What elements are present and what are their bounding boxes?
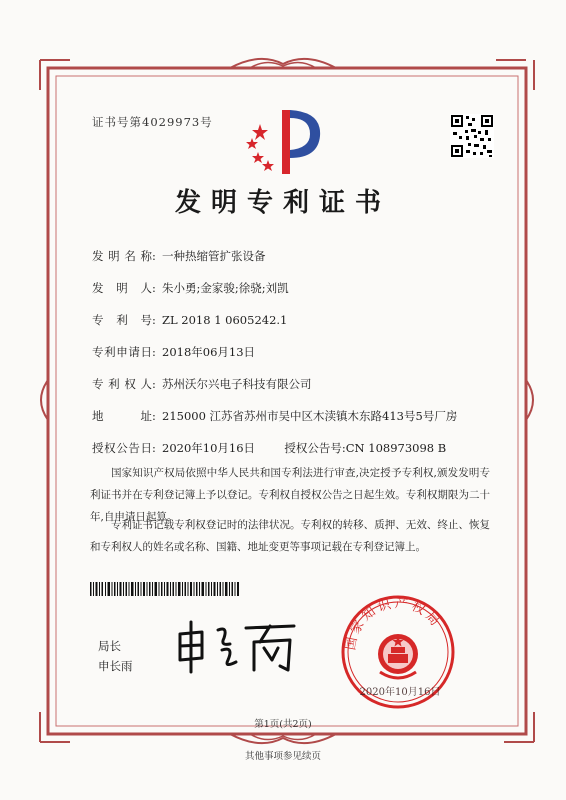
director-signature [172,616,302,676]
address-row: 地址: 215000 江苏省苏州市吴中区木渎镇木东路413号5号厂房 [92,409,458,423]
invention-name-label: 发明名称 [92,249,152,263]
grant-row: 授权公告日: 2020年10月16日 授权公告号:CN 108973098 B [92,441,447,455]
filing-date-row: 专利申请日: 2018年06月13日 [92,345,256,359]
director-title: 局长 [98,639,121,653]
patent-number-value: ZL 2018 1 0605242.1 [162,313,288,327]
grant-statement-paragraph: 国家知识产权局依照中华人民共和国专利法进行审查,决定授予专利权,颁发发明专利证书并在专利登记簿上予以登记。专利权自授权公告之日起生效。专利权期限为二十年,自申请日起算。 [90,467,490,523]
patent-number-row: 专利号: ZL 2018 1 0605242.1 [92,313,288,327]
page-number: 第1页(共2页) [254,719,312,730]
patentee-label: 专利权人 [92,377,152,391]
address-value: 215000 江苏省苏州市吴中区木渎镇木东路413号5号厂房 [162,409,458,423]
filing-date-label: 专利申请日 [92,345,152,359]
inventors-row: 发明人: 朱小勇;金家骏;徐骁;刘凯 [92,281,289,295]
inventors-value: 朱小勇;金家骏;徐骁;刘凯 [162,281,289,295]
inventors-label: 发明人 [92,281,152,295]
barcode-icon [90,582,240,596]
director-name: 申长雨 [98,659,133,673]
grant-date-value: 2020年10月16日 [162,441,256,455]
certificate-number: 证书号第4029973号 [92,115,213,129]
address-label: 地址 [92,409,152,423]
grant-number-value: CN 108973098 B [345,441,447,455]
patentee-row: 专利权人: 苏州沃尔兴电子科技有限公司 [92,377,312,391]
svg-text:国家知识产权局: 国家知识产权局 [343,596,444,652]
invention-name-value: 一种热缩管扩张设备 [162,249,266,263]
patent-emblem-icon [238,104,330,178]
legal-status-paragraph: 专利证书记载专利权登记时的法律状况。专利权的转移、质押、无效、终止、恢复和专利权人的姓名或名称、国籍、地址变更等事项记载在专利登记簿上。 [90,519,490,553]
qr-code-icon [450,114,494,158]
seal-date: 2020年10月16日 [359,687,441,698]
filing-date-value: 2018年06月13日 [162,345,256,359]
footer-note: 其他事项参见续页 [244,751,321,762]
certificate-title: 发明专利证书 [174,188,391,218]
patent-number-label: 专利号 [92,313,152,327]
grant-number-label: 授权公告号 [284,441,342,455]
grant-date-label: 授权公告日 [92,441,152,455]
patentee-value: 苏州沃尔兴电子科技有限公司 [162,377,312,391]
invention-name-row: 发明名称: 一种热缩管扩张设备 [92,249,266,263]
